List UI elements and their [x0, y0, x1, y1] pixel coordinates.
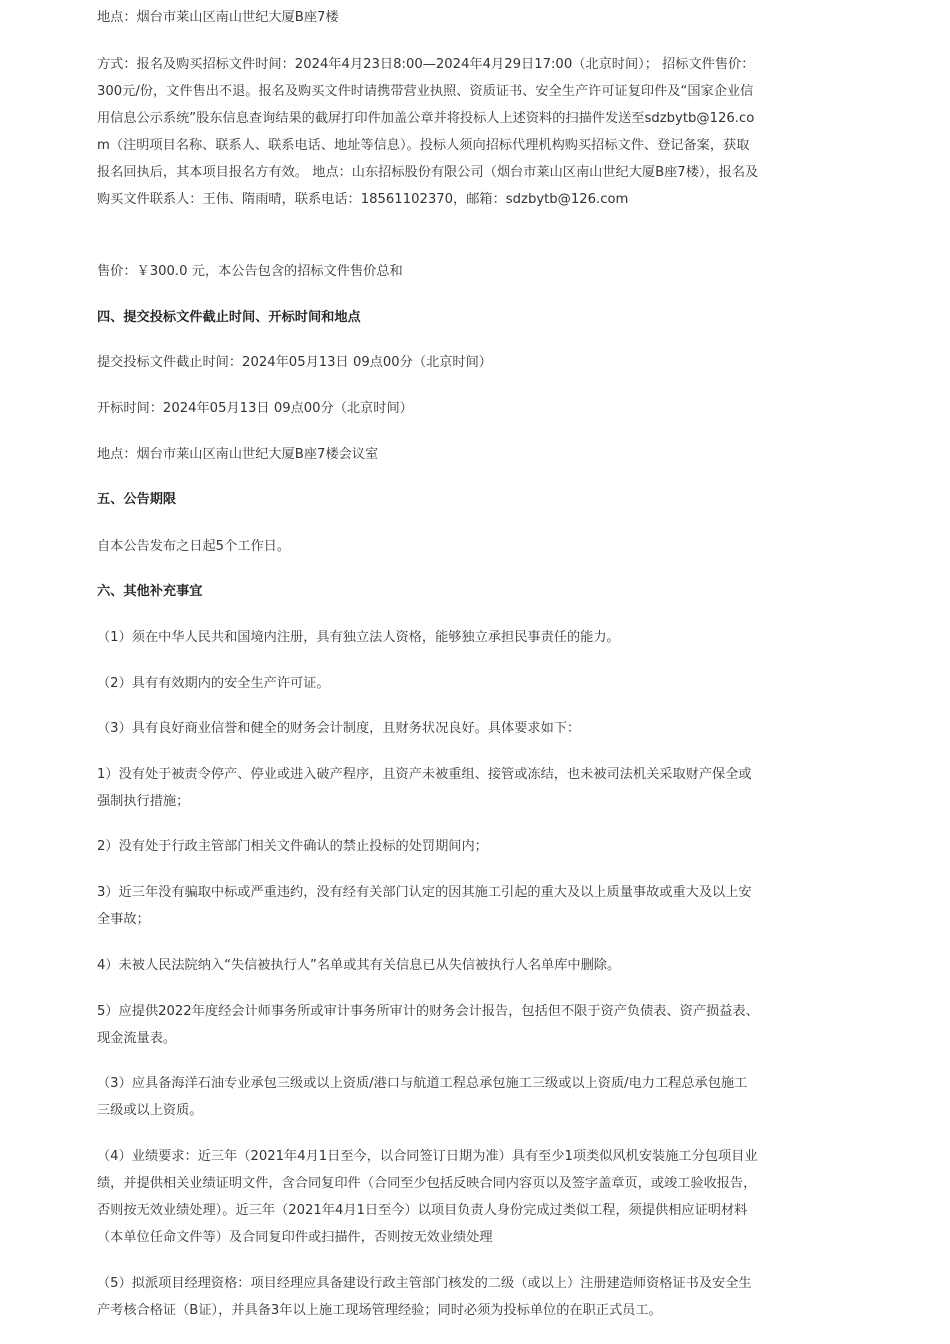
paragraph: （4）业绩要求：近三年（2021年4月1日至今，以合同签订日期为准）具有至少1项类似风机安装施工分包项目业绩，并提供相关业绩证明文件，含合同复印件（合同至少包括反映合同内容页以及签字盖章页，或竣工验收报告，否则按无效业绩处理）。近三年（2021年4月1日至今）以项目负责人身份完成过类似工程，须提供相应证明材料（本单位任命文件等）及合同复印件或扫描件，否则按无效业绩处理 [97, 1149, 758, 1245]
paragraph: 3）近三年没有骗取中标或严重违约，没有经有关部门认定的因其施工引起的重大及以上质量事故或重大及以上安全事故； [97, 885, 752, 927]
paragraph: （3）应具备海洋石油专业承包三级或以上资质/港口与航道工程总承包施工三级或以上资质/电力工程总承包施工三级或以上资质。 [97, 1076, 748, 1118]
paragraph: （3）具有良好商业信誉和健全的财务会计制度，且财务状况良好。具体要求如下： [97, 721, 581, 736]
paragraph: 地点：烟台市莱山区南山世纪大厦B座7楼会议室 [97, 447, 379, 462]
paragraph: 提交投标文件截止时间：2024年05月13日 09点00分（北京时间） [97, 355, 492, 370]
paragraph: （5）拟派项目经理资格：项目经理应具备建设行政主管部门核发的二级（或以上）注册建造师资格证书及安全生产考核合格证（B证），并具备3年以上施工现场管理经验；同时必须为投标单位的在职正式员工。 [97, 1276, 752, 1318]
paragraph: （1）须在中华人民共和国境内注册，具有独立法人资格，能够独立承担民事责任的能力。 [97, 630, 620, 645]
section-heading: 五、公告期限 [97, 492, 177, 507]
paragraph: （2）具有有效期内的安全生产许可证。 [97, 676, 330, 691]
paragraph: 开标时间：2024年05月13日 09点00分（北京时间） [97, 401, 413, 416]
paragraph: 售价：￥300.0 元，本公告包含的招标文件售价总和 [97, 264, 403, 279]
section-heading: 六、其他补充事宜 [97, 584, 203, 599]
paragraph: 2）没有处于行政主管部门相关文件确认的禁止投标的处罚期间内； [97, 839, 488, 854]
paragraph: 1）没有处于被责令停产、停业或进入破产程序，且资产未被重组、接管或冻结，也未被司法机关采取财产保全或强制执行措施； [97, 767, 752, 809]
paragraph: 5）应提供2022年度经会计师事务所或审计事务所审计的财务会计报告，包括但不限于资产负债表、资产损益表、现金流量表。 [97, 1004, 759, 1046]
paragraph: 4）未被人民法院纳入“失信被执行人”名单或其有关信息已从失信被执行人名单库中删除。 [97, 958, 621, 973]
section-heading: 四、提交投标文件截止时间、开标时间和地点 [97, 310, 361, 325]
paragraph: 地点：烟台市莱山区南山世纪大厦B座7楼 [97, 10, 339, 25]
paragraph: 方式：报名及购买招标文件时间：2024年4月23日8:00—2024年4月29日17:00（北京时间）； 招标文件售价：300元/份，文件售出不退。报名及购买文件时请携带营业执照、资质证书、安全生产许可证复印件及“国家企业信用信息公示系统”股东信息查询结果的截屏打印件加盖公章并将投标人上述资料的扫描件发送至sdzbytb@126.com（注明项目名称、联系人、联系电话、地址等信息）。投标人须向招标代理机构购买招标文件、登记备案，获取报名回执后，其本项目报名方有效。 地点：山东招标股份有限公司（烟台市莱山区南山世纪大厦B座7楼），报名及购买文件联系人：王伟、隋雨晴，联系电话：18561102370，邮箱：sdzbytb@126.com [97, 57, 759, 207]
paragraph: 自本公告发布之日起5个工作日。 [97, 539, 291, 554]
